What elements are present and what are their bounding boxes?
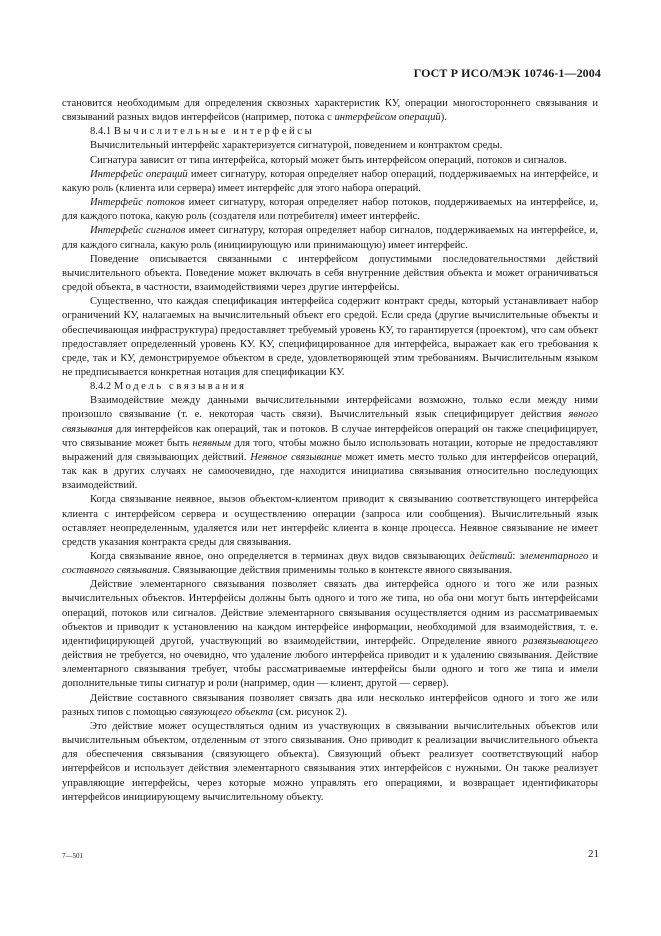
text-run: Действие элементарного связывания позволяет связать два интерфейса одного и того же или разных вычислительных объектов. Интерфейсы должны быть одного и того же типа, но оба они могут быть интерфейсами операций, потоков или сигналов. Действие элементарного связывания осуществляется одним из рассматриваемых объектов и приводит к установлению на каждом интерфейсе информации, необходимой для взаимодействия, т. е. идентифицирующей другой, участвующий во взаимодействии, интерфейс. Определение явного: [62, 579, 598, 647]
paragraph: [62, 550, 598, 578]
text-run: . Связывающие действия применимы только в контексте явного связывания.: [167, 565, 513, 577]
text-run: Вычислительные интерфейсы: [113, 126, 315, 138]
italic-term: Интерфейс операций: [90, 168, 188, 180]
text-run: Взаимодействие между данными вычислительными интерфейсами возможно, только если между ними произошло связывание (т. е. некоторая часть связи). Вычислительный язык специфицирует действия: [62, 395, 598, 421]
text-run: имеет сигнатуру, которая определяет набор операций, поддерживаемых на интерфейсе, и какую роль (клиента или сервера) имеет интерфейс для этого набора операций.: [62, 168, 598, 194]
text-run: для того, чтобы можно было использовать нотации, которые не предоставляют выражений для связывающих действий.: [62, 437, 598, 463]
text-run: Поведение описывается связанными с интерфейсом допустимыми последовательностями действий вычислительного объекта. Поведение может включать в себя внутренние действия объекта и может ограничиваться средой объекта, в частности, взаимодействиями через другие интерфейсы.: [62, 253, 598, 294]
paragraph: [62, 493, 598, 550]
section-heading: [62, 125, 598, 139]
text-run: Вычислительный интерфейс характеризуется сигнатурой, поведением и контрактом среды.: [90, 140, 503, 152]
italic-term: явного связывания: [62, 409, 598, 435]
text-run: :: [512, 551, 520, 562]
paragraph: [62, 692, 598, 720]
text-run: Сигнатура зависит от типа интерфейса, который может быть интерфейсом операций, потоков и сигналов.: [90, 154, 567, 166]
text-run: имеет сигнатуру, которая определяет набор сигналов, поддерживаемых на интерфейсе, и, для каждого сигнала, какую роль (инициирующую или принимающую) имеет интерфейс.: [62, 225, 598, 251]
text-run: Действие составного связывания позволяет связать два или несколько интерфейсов одного и того же или разных типов с помощью: [62, 692, 598, 718]
paragraph: [62, 295, 598, 380]
paragraph: [62, 139, 598, 153]
document-header: ГОСТ Р ИСО/МЭК 10746-1—2004: [413, 66, 601, 80]
document-body: [62, 97, 598, 805]
italic-term: развязывающего: [522, 635, 598, 647]
text-run: Существенно, что каждая спецификация интерфейса содержит контракт среды, который устанавливает набор ограничений КУ, налагаемых на вычислительный объект его средой. Если среда (другие вычислительные объекты и обеспечивающая инфраструктура) предоставляет требуемый уровень КУ, то гарантируется (проектом), что сам объект предоставляет определенный уровень КУ. КУ, специфицированное для интерфейса, выражает как его требования к среде, так и КУ, демонстрируемое объектом в среде, удовлетворяющей этим требованиям. Вычислительным языком не предписывается конкретная нотация для спецификации КУ.: [62, 296, 598, 378]
paragraph: [62, 578, 598, 691]
text-run: 8.4.2: [90, 381, 114, 393]
italic-term: элементарного: [519, 551, 589, 562]
italic-term: Интерфейс сигналов: [90, 225, 186, 237]
section-heading: [62, 380, 598, 394]
page-number: 21: [588, 848, 599, 860]
paragraph: [62, 154, 598, 168]
italic-term: Интерфейс потоков: [90, 197, 185, 209]
text-run: действия не требуется, но очевидно, что удаление любого интерфейса приводит и к удалению связывания. Действие элементарного связывания требует, чтобы рассматриваемые интерфейсы были одного и того же типа и имели дополнительные типы сигнатур и роли (например, один — клиент, другой — сервер).: [62, 650, 598, 690]
text-run: становится необходимым для определения сквозных характеристик КУ, операции многостороннего связывания и связываний разных видов интерфейсов (например, потока с: [62, 98, 598, 124]
italic-term: действий: [469, 551, 513, 562]
text-run: для интерфейсов как операций, так и потоков. В случае интерфейсов операций он также специфицирует, что связывание может быть: [62, 423, 598, 449]
paragraph: [62, 394, 598, 493]
paragraph: [62, 253, 598, 295]
text-run: Когда связывание неявное, вызов объектом-клиентом приводит к связыванию соответствующего интерфейса клиента с интерфейсом сервера и осуществлению операции (запроса или сообщения). Вычислительный язык оставляет неопределенным, удаляется или нет интерфейс клиента в конце процесса. Неявное связывание не имеет средств указания контракта среды для связывания.: [62, 494, 598, 548]
text-run: Это действие может осуществляться одним из участвующих в связывании вычислительных объектов или вычислительным объектом, отделенным от этого связывания. Оно приводит к реализации вычислительного объекта для обеспечения связывания (связующего объекта). Связующий объект реализует соответствующий набор интерфейсов и использует действия элементарного связывания этих интерфейсов с нужными. Он также реализует управляющие интерфейсы, через которые можно управлять его операциями, и возвращает идентификаторы интерфейсов инициирующему вычислительному объекту.: [62, 720, 598, 803]
italic-term: неявным: [192, 437, 232, 449]
text-run: и: [588, 551, 599, 562]
paragraph: [62, 168, 598, 196]
text-run: может иметь место только для интерфейсов операций, так как в других случаях не самоочевидно, где находится инициатива связывания относительно последующих взаимодействий.: [62, 451, 599, 492]
text-run: имеет сигнатуру, которая определяет набор потоков, поддерживаемых на интерфейсе, и, для каждого потока, какую роль (создателя или потребителя) имеет интерфейс.: [62, 197, 598, 223]
paragraph: [62, 224, 598, 252]
italic-term: связующего объекта: [179, 706, 274, 718]
text-run: 8.4.1: [90, 126, 114, 138]
sheet-code: 7—501: [62, 852, 83, 860]
paragraph: [62, 720, 598, 805]
text-run: ).: [440, 112, 447, 124]
text-run: Когда связывание явное, оно определяется в терминах двух видов связывающих: [90, 551, 470, 562]
italic-term: интерфейсом операций: [334, 112, 441, 124]
paragraph: [62, 196, 598, 224]
paragraph: [62, 97, 598, 125]
italic-term: Неявное связывание: [250, 451, 342, 463]
text-run: (см. рисунок 2).: [273, 706, 348, 718]
italic-term: составного связывания: [62, 565, 168, 577]
text-run: Модель связывания: [113, 381, 247, 393]
